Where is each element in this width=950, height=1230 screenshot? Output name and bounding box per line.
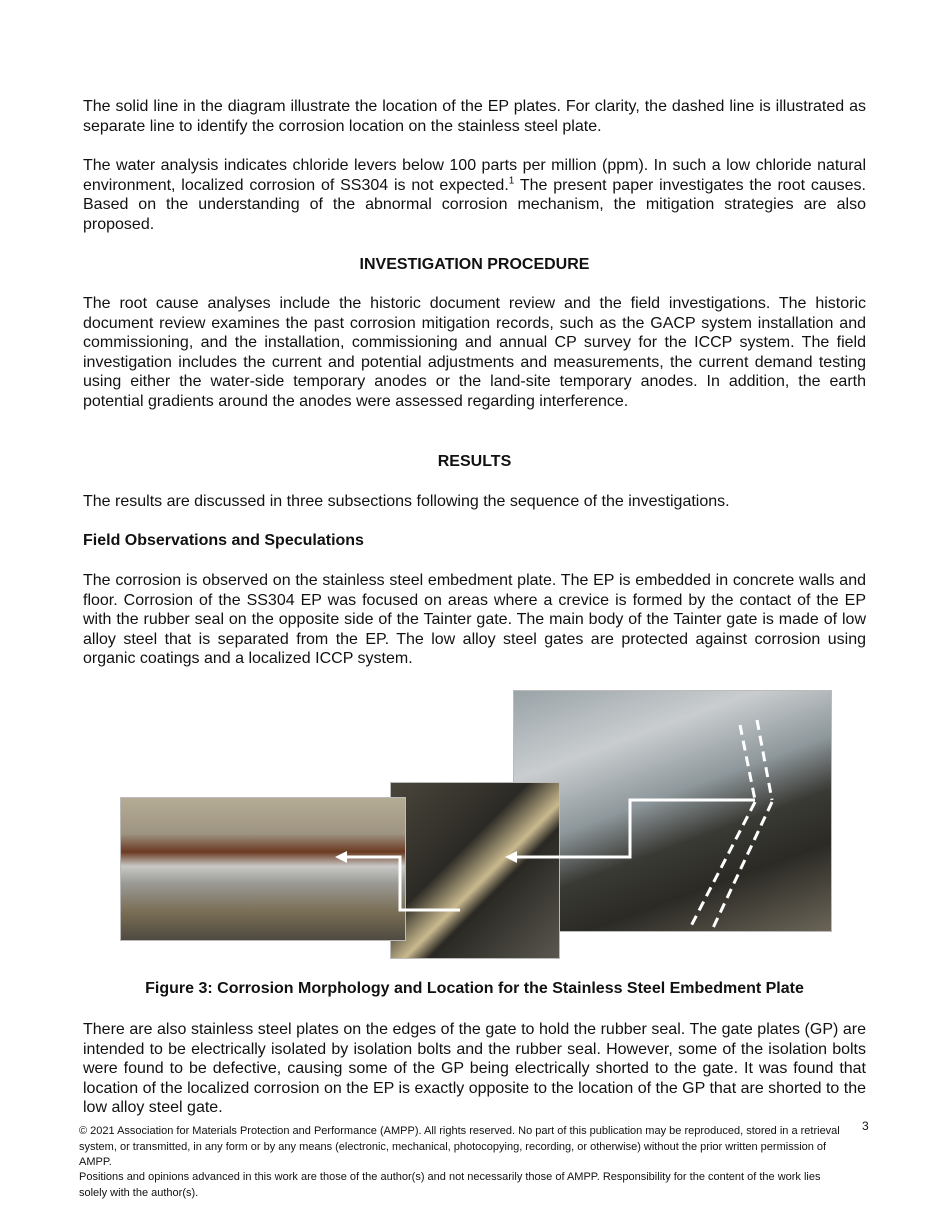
figure-caption: Figure 3: Corrosion Morphology and Location for the Stainless Steel Embedment Plate	[145, 980, 804, 997]
heading-investigation-procedure: INVESTIGATION PROCEDURE	[359, 256, 590, 273]
footer-copyright: © 2021 Association for Materials Protection and Performance (AMPP). All rights reserved. No part of this publication may be reproduced, stored in a retrieval system, or transmitted, in any form or by any means (electronic, mechanical, photocopying, recording, or otherwise) without the prior written permission of AMPP.	[79, 1125, 840, 1168]
paragraph-text: The present paper investigates the root causes. Based on the understanding of the abnormal corrosion mechanism, the mitigation strategies are also proposed.	[83, 176, 866, 233]
arrow-head-icon	[335, 851, 347, 863]
heading-results: RESULTS	[437, 453, 512, 470]
dashed-corrosion-lines	[690, 720, 772, 928]
arrow-head-icon	[505, 851, 517, 863]
footer-disclaimer: Positions and opinions advanced in this work are those of the author(s) and not necessarily those of AMPP. Responsibility for the content of the work lies solely with the author(s).	[79, 1171, 821, 1199]
paragraph-root-cause: The root cause analyses include the historic document review and the field investigations. The historic document review examines the past corrosion mitigation records, such as the GACP system installation and commissioning, and the installation, commissioning and annual CP survey for the ICCP system. The field investigation includes the current and potential adjustments and measurements, the current demand testing using either the water-side temporary anodes or the land-site temporary anodes. In addition, the earth potential gradients around the anodes were assessed regarding interference.	[83, 295, 866, 410]
paragraph-diagram-lines: The solid line in the diagram illustrate the location of the EP plates. For clarity, the dashed line is illustrated as separate line to identify the corrosion location on the stainless steel plate.	[83, 98, 866, 135]
solid-arrow-lines	[345, 800, 755, 910]
page-number: 3	[862, 1119, 869, 1133]
paragraph-corrosion-observed: The corrosion is observed on the stainless steel embedment plate. The EP is embedded in concrete walls and floor. Corrosion of the SS304 EP was focused on areas where a crevice is formed by the contact of the EP with the rubber seal on the opposite side of the Tainter gate. The main body of the Tainter gate is made of low alloy steel that is separated from the EP. The low alloy steel gates are protected against corrosion using organic coatings and a localized ICCP system.	[83, 572, 866, 668]
paragraph-gate-plates: There are also stainless steel plates on the edges of the gate to hold the rubber seal. The gate plates (GP) are intended to be electrically isolated by isolation bolts and the rubber seal. However, some of the isolation bolts were found to be defective, causing some of the GP being electrically shorted to the gate. It was found that location of the localized corrosion on the EP is exactly opposite to the location of the GP that are shorted to the low alloy steel gate.	[83, 1021, 866, 1117]
reference-marker: 1	[508, 175, 515, 187]
paragraph-results-intro: The results are discussed in three subsections following the sequence of the investigations.	[83, 493, 730, 510]
heading-field-observations: Field Observations and Speculations	[83, 532, 364, 549]
paragraph-text: The water analysis indicates chloride levers below 100 parts per million (ppm). In such a low chloride natural environment, localized corrosion of SS304 is not expected.	[83, 157, 866, 194]
